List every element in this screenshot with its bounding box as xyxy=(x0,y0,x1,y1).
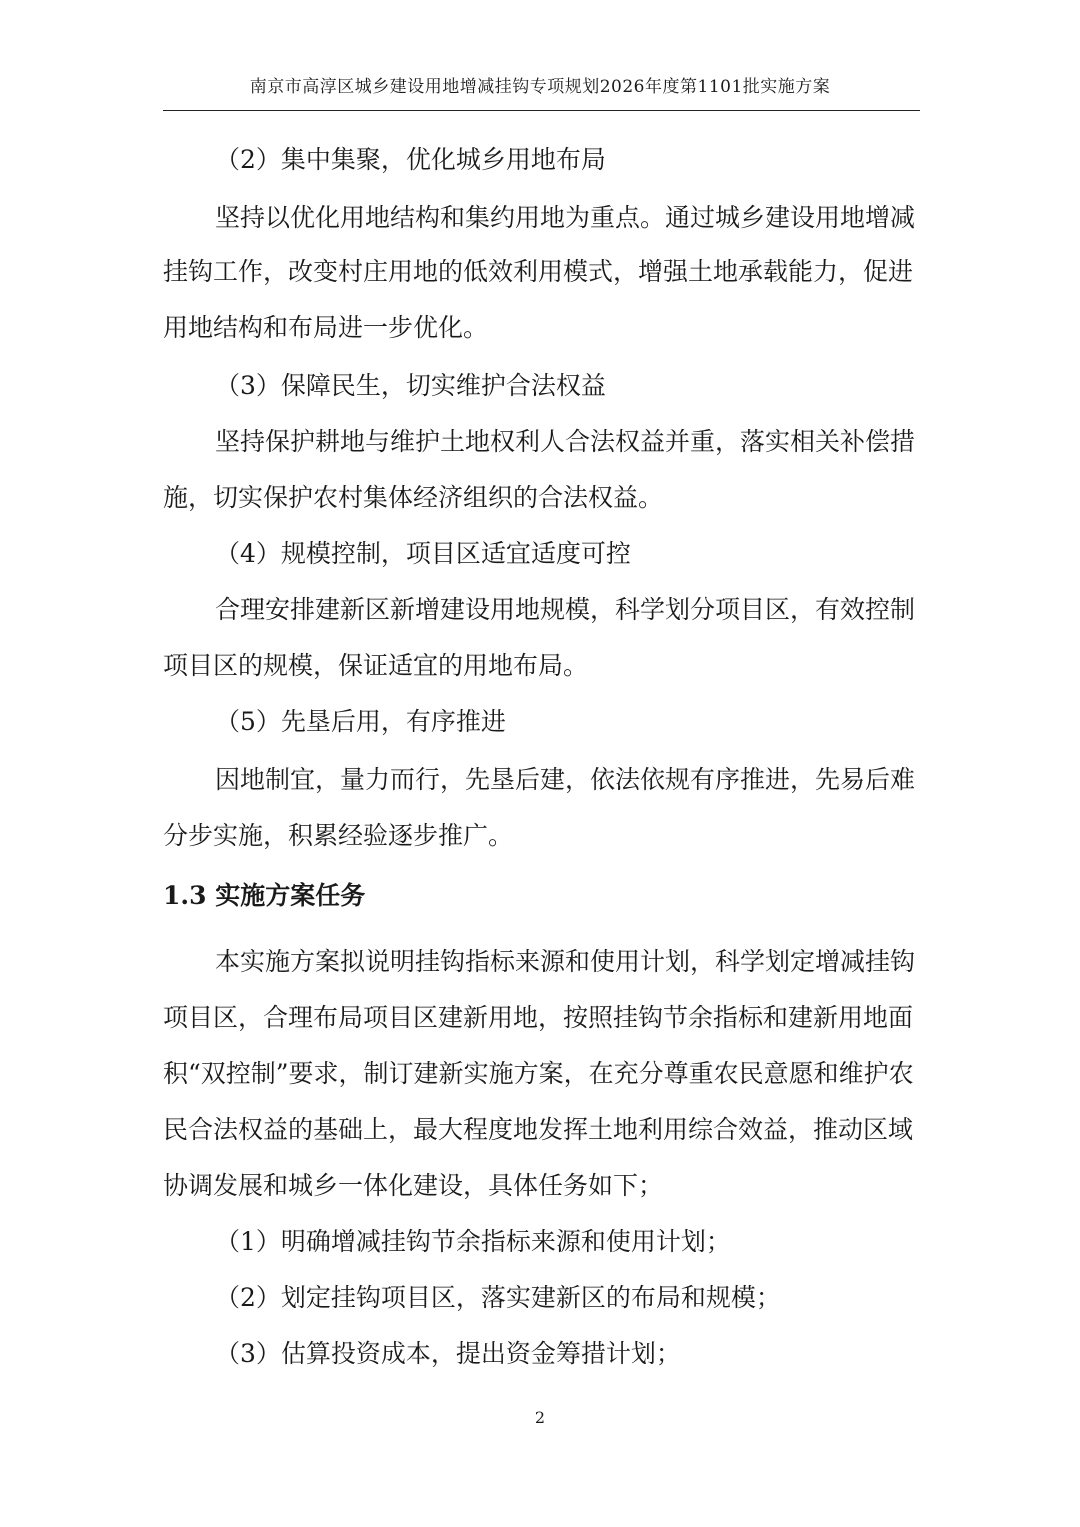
paragraph-line: 协调发展和城乡一体化建设，具体任务如下； xyxy=(163,1171,664,1200)
paragraph-line: 坚持以优化用地结构和集约用地为重点。通过城乡建设用地增减 xyxy=(215,203,916,232)
list-item-heading: （3）保障民生，切实维护合法权益 xyxy=(215,371,606,400)
task-list-item: （2）划定挂钩项目区，落实建新区的布局和规模； xyxy=(215,1283,781,1312)
task-list-item: （1）明确增减挂钩节余指标来源和使用计划； xyxy=(215,1227,731,1256)
list-item-heading: （2）集中集聚，优化城乡用地布局 xyxy=(215,145,606,174)
section-heading: 1.3 实施方案任务 xyxy=(163,881,366,910)
task-list-item: （3）估算投资成本，提出资金筹措计划； xyxy=(215,1339,681,1368)
list-item-heading: （4）规模控制，项目区适宜适度可控 xyxy=(215,539,631,568)
running-header: 南京市高淳区城乡建设用地增减挂钩专项规划2026年度第1101批实施方案 xyxy=(249,77,831,97)
paragraph-line: 本实施方案拟说明挂钩指标来源和使用计划，科学划定增减挂钩 xyxy=(215,947,916,976)
paragraph-line: 用地结构和布局进一步优化。 xyxy=(163,313,489,342)
paragraph-line: 挂钩工作，改变村庄用地的低效利用模式，增强土地承载能力，促进 xyxy=(163,257,914,286)
page-number: 2 xyxy=(534,1408,546,1427)
paragraph-line: 积“双控制”要求，制订建新实施方案，在充分尊重农民意愿和维护农 xyxy=(163,1059,914,1088)
header-rule xyxy=(163,110,920,111)
paragraph-line: 合理安排建新区新增建设用地规模，科学划分项目区，有效控制 xyxy=(215,595,916,624)
paragraph-line: 民合法权益的基础上，最大程度地发挥土地利用综合效益，推动区域 xyxy=(163,1115,914,1144)
paragraph-line: 项目区，合理布局项目区建新用地，按照挂钩节余指标和建新用地面 xyxy=(163,1003,914,1032)
paragraph-line: 坚持保护耕地与维护土地权利人合法权益并重，落实相关补偿措 xyxy=(215,427,916,456)
paragraph-line: 因地制宜，量力而行，先垦后建，依法依规有序推进，先易后难 xyxy=(215,765,916,794)
list-item-heading: （5）先垦后用，有序推进 xyxy=(215,707,506,736)
paragraph-line: 施，切实保护农村集体经济组织的合法权益。 xyxy=(163,483,664,512)
paragraph-line: 项目区的规模，保证适宜的用地布局。 xyxy=(163,651,589,680)
paragraph-line: 分步实施，积累经验逐步推广。 xyxy=(163,821,514,850)
